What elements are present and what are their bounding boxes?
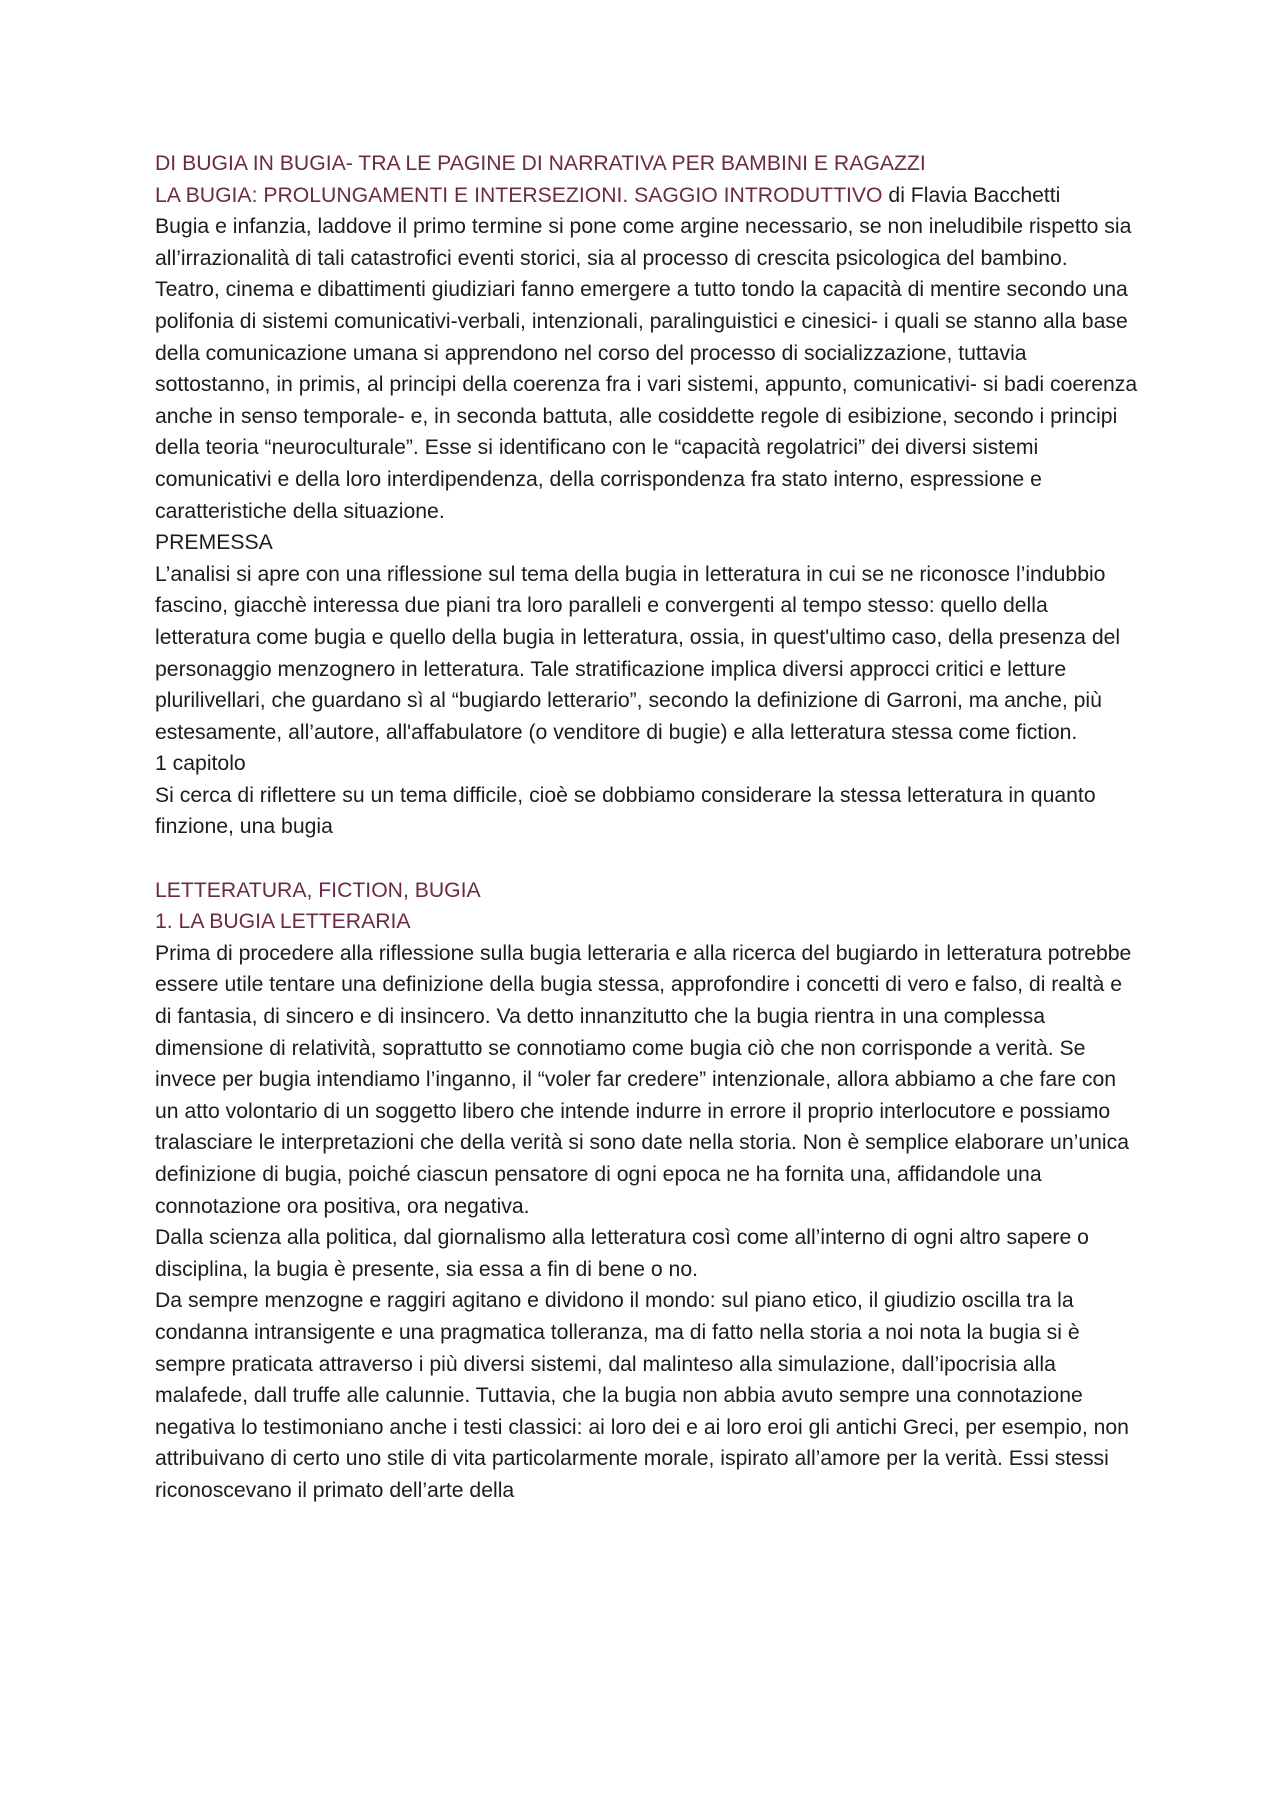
essay-heading: LA BUGIA: PROLUNGAMENTI E INTERSEZIONI. SAGGIO INTRODUTTIVO xyxy=(155,183,883,207)
section-heading: LETTERATURA, FICTION, BUGIA xyxy=(155,878,481,902)
intro-paragraph: Teatro, cinema e dibattimenti giudiziari fanno emergere a tutto tondo la capacità di mentire secondo una polifonia di sistemi comunicativi-verbali, intenzionali, paralinguistici e cinesici- i quali se stanno alla base della comunicazione umana si apprendono nel corso del processo di socializzazione, tuttavia sottostanno, in primis, al principi della coerenza fra i vari sistemi, appunto, comunicativi- si badi coerenza anche in senso temporale- e, in seconda battuta, alle cosiddette regole di esibizione, secondo i principi della teoria “neuroculturale”. Esse si identificano con le “capacità regolatrici” dei diversi sistemi comunicativi e della loro interdipendenza, della corrispondenza fra stato interno, espressione e caratteristiche della situazione. xyxy=(155,278,1138,523)
body-paragraph: Dalla scienza alla politica, dal giornalismo alla letteratura così come all’interno di ogni altro sapere o disciplina, la bugia è presente, sia essa a fin di bene o no. xyxy=(155,1226,1089,1281)
essay-author: di Flavia Bacchetti xyxy=(882,183,1061,207)
chapter-label: 1 capitolo xyxy=(155,752,246,776)
chapter-paragraph: Si cerca di riflettere su un tema difficile, cioè se dobbiamo considerare la stessa letteratura in quanto finzione, una bugia xyxy=(155,783,1096,839)
body-paragraph: Prima di procedere alla riflessione sulla bugia letteraria e alla ricerca del bugiardo in letteratura potrebbe essere utile tentare una definizione della bugia stessa, approfondire i concetti di vero e falso, di realtà e di fantasia, di sincero e di insincero. Va detto innanzitutto che la bugia rientra in una complessa dimensione di relatività, soprattutto se connotiamo come bugia ciò che non corrisponde a verità. Se invece per bugia intendiamo l’inganno, il “voler far credere” intenzionale, allora abbiamo a che fare con un atto volontario di un soggetto libero che intende indurre in errore il proprio interlocutore e possiamo tralasciare le interpretazioni che della verità si sono date nella storia. Non è semplice elaborare un’unica definizione di bugia, poiché ciascun pensatore di ogni epoca ne ha fornita una, affidandole una connotazione ora positiva, ora negativa. xyxy=(155,941,1132,1218)
subsection-heading: 1. LA BUGIA LETTERARIA xyxy=(155,910,411,934)
document-page xyxy=(155,148,1140,1507)
essay-heading-line xyxy=(155,180,1140,212)
document-title: DI BUGIA IN BUGIA- TRA LE PAGINE DI NARRATIVA PER BAMBINI E RAGAZZI xyxy=(155,152,926,175)
body-paragraph: Da sempre menzogne e raggiri agitano e dividono il mondo: sul piano etico, il giudizio oscilla tra la condanna intransigente e una pragmatica tolleranza, ma di fatto nella storia a noi nota la bugia si è sempre praticata attraverso i più diversi sistemi, dal malinteso alla simulazione, dall’ipocrisia alla malafede, dall truffe alle calunnie. Tuttavia, che la bugia non abbia avuto sempre una connotazione negativa lo testimoniano anche i testi classici: ai loro dei e ai loro eroi gli antichi Greci, per esempio, non attribuivano di certo uno stile di vita particolarmente morale, ispirato all’amore per la verità. Essi stessi riconoscevano il primato dell’arte della xyxy=(155,1289,1129,1502)
premessa-paragraph: L’analisi si apre con una riflessione sul tema della bugia in letteratura in cui se ne riconosce l’indubbio fascino, giacchè interessa due piani tra loro paralleli e convergenti al tempo stesso: quello della letteratura come bugia e quello della bugia in letteratura, ossia, in quest'ultimo caso, della presenza del personaggio menzognero in letteratura. Tale stratificazione implica diversi approcci critici e letture plurilivellari, che guardano sì al “bugiardo letterario”, secondo la definizione di Garroni, ma anche, più estesamente, all’autore, all'affabulatore (o venditore di bugie) e alla letteratura stessa come fiction. xyxy=(155,562,1121,744)
premessa-label: PREMESSA xyxy=(155,531,273,555)
intro-paragraph: Bugia e infanzia, laddove il primo termine si pone come argine necessario, se non ineludibile rispetto sia all’irrazionalità di tali catastrofici eventi storici, sia al processo di crescita psicologica del bambino. xyxy=(155,215,1132,270)
blank-line xyxy=(155,843,1140,875)
